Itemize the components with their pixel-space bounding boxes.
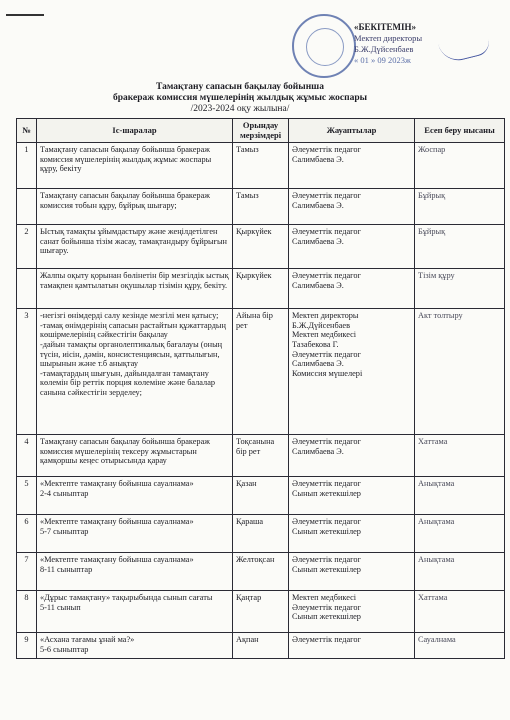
- cell-responsible: Мектеп директоры Б.Ж.Дүйсенбаев Мектеп медбикесі Тазабекова Г. Әлеуметтік педагог Салимбаева Э. Комиссия мүшелері: [289, 309, 415, 435]
- table-row: [17, 189, 505, 225]
- col-header-num: №: [17, 119, 37, 143]
- approval-position: Мектеп директоры: [354, 33, 423, 43]
- table-row: [17, 225, 505, 269]
- cell-report: Хаттама: [415, 591, 505, 633]
- cell-responsible: Әлеуметтік педагог Салимбаева Э.: [289, 435, 415, 477]
- cell-number: 7: [17, 553, 37, 591]
- cell-task: Ыстық тамақты ұйымдастыру және жеңілдетілген санат бойынша тізім жасау, тамақтандыру бұйрығын шығару.: [37, 225, 233, 269]
- cell-responsible: Әлеуметтік педагог Сынып жетекшілер: [289, 515, 415, 553]
- document-title: [70, 82, 410, 115]
- cell-task: -негізгі өнімдерді салу кезінде мезгілі мен қатысу; -тамақ өнімдерінің сапасын растайтын құжаттардың көшірмелерінің сәйкестігін бақылау -дайын тамақты органолептикалық бағалауы (оның түсін, иісін, дәмін, консистенциясын, қаттылығын, шырынын және т.б анықтау -тамақтардың шығуын, дайындалған тамақтану көлемін бір реттік порция көлеміне және балалар санына сәйкестігін зерделеу;: [37, 309, 233, 435]
- cell-responsible: Әлеуметтік педагог Сынып жетекшілер: [289, 477, 415, 515]
- cell-term: Ақпан: [233, 633, 289, 659]
- cell-number: [17, 189, 37, 225]
- cell-report: Акт толтыру: [415, 309, 505, 435]
- cell-report: Бұйрық: [415, 225, 505, 269]
- cell-responsible: Әлеуметтік педагог Салимбаева Э.: [289, 269, 415, 309]
- cell-task: Тамақтану сапасын бақылау бойынша бракераж комиссия тобын құру, бұйрық шығару;: [37, 189, 233, 225]
- table-row: [17, 477, 505, 515]
- cell-number: [17, 269, 37, 309]
- cell-task: Тамақтану сапасын бақылау бойынша бракераж комиссия мүшелерінің тексеру жұмыстарын қамқоршы кеңес отырысында қарау: [37, 435, 233, 477]
- cell-number: 9: [17, 633, 37, 659]
- cell-task: «Мектепте тамақтану бойынша сауалнама» 2-4 сыныптар: [37, 477, 233, 515]
- cell-task: «Асхана тағамы ұнай ма?» 5-6 сыныптар: [37, 633, 233, 659]
- table-row: [17, 591, 505, 633]
- col-header-report: Есеп беру нысаны: [415, 119, 505, 143]
- cell-number: 4: [17, 435, 37, 477]
- cell-report: Хаттама: [415, 435, 505, 477]
- col-header-responsible: Жауаптылар: [289, 119, 415, 143]
- table-row: [17, 515, 505, 553]
- header-line: [6, 14, 44, 16]
- title-line-3: /2023-2024 оқу жылына/: [190, 104, 290, 114]
- approval-date: « 01 » 09 2023ж: [354, 55, 411, 65]
- cell-report: Бұйрық: [415, 189, 505, 225]
- col-header-term: Орындау мерзімдері: [233, 119, 289, 143]
- cell-task: «Мектепте тамақтану бойынша сауалнама» 5-7 сыныптар: [37, 515, 233, 553]
- cell-term: Қыркүйек: [233, 225, 289, 269]
- table-row: [17, 309, 505, 435]
- cell-term: Қазан: [233, 477, 289, 515]
- cell-number: 1: [17, 143, 37, 189]
- title-line-2: бракераж комиссия мүшелерінің жылдық жұмыс жоспары: [112, 93, 368, 103]
- table-row: [17, 435, 505, 477]
- col-header-task: Іс-шаралар: [37, 119, 233, 143]
- cell-report: Анықтама: [415, 553, 505, 591]
- cell-responsible: Әлеуметтік педагог: [289, 633, 415, 659]
- official-seal: [292, 14, 356, 78]
- cell-responsible: Әлеуметтік педагог Сынып жетекшілер: [289, 553, 415, 591]
- table-row: [17, 269, 505, 309]
- cell-term: Қыркүйек: [233, 269, 289, 309]
- cell-task: Тамақтану сапасын бақылау бойынша бракераж комиссия мүшелерінің жылдық жұмыс жоспары құру, бекіту: [37, 143, 233, 189]
- cell-report: Анықтама: [415, 515, 505, 553]
- cell-term: Айына бір рет: [233, 309, 289, 435]
- cell-number: 8: [17, 591, 37, 633]
- cell-report: Сауалнама: [415, 633, 505, 659]
- cell-responsible: Әлеуметтік педагог Салимбаева Э.: [289, 143, 415, 189]
- cell-task: «Дұрыс тамақтану» тақырыбында сынып сағаты 5-11 сынып: [37, 591, 233, 633]
- cell-task: Жалпы оқыту қорынан бөлінетін бір мезгілдік ыстық тамақпен қамтылатын оқушылар тізімін құру, бекіту.: [37, 269, 233, 309]
- cell-report: Анықтама: [415, 477, 505, 515]
- cell-term: Тамыз: [233, 143, 289, 189]
- cell-term: Тоқсанына бір рет: [233, 435, 289, 477]
- cell-report: Тізім құру: [415, 269, 505, 309]
- plan-table: [16, 118, 505, 659]
- cell-responsible: Мектеп медбикесі Әлеуметтік педагог Сынып жетекшілер: [289, 591, 415, 633]
- cell-number: 5: [17, 477, 37, 515]
- table-header-row: [17, 119, 505, 143]
- table-row: [17, 553, 505, 591]
- cell-number: 6: [17, 515, 37, 553]
- cell-term: Қаңтар: [233, 591, 289, 633]
- cell-term: Желтоқсан: [233, 553, 289, 591]
- title-line-1: Тамақтану сапасын бақылау бойынша: [156, 82, 324, 92]
- table-row: [17, 633, 505, 659]
- cell-responsible: Әлеуметтік педагог Салимбаева Э.: [289, 189, 415, 225]
- approval-name: Б.Ж.Дүйсенбаев: [354, 44, 414, 54]
- cell-report: Жоспар: [415, 143, 505, 189]
- cell-task: «Мектепте тамақтану бойынша сауалнама» 8-11 сыныптар: [37, 553, 233, 591]
- cell-term: Қараша: [233, 515, 289, 553]
- cell-responsible: Әлеуметтік педагог Салимбаева Э.: [289, 225, 415, 269]
- approval-heading: «БЕКІТЕМІН»: [354, 22, 416, 32]
- table-row: [17, 143, 505, 189]
- cell-number: 3: [17, 309, 37, 435]
- cell-number: 2: [17, 225, 37, 269]
- cell-term: Тамыз: [233, 189, 289, 225]
